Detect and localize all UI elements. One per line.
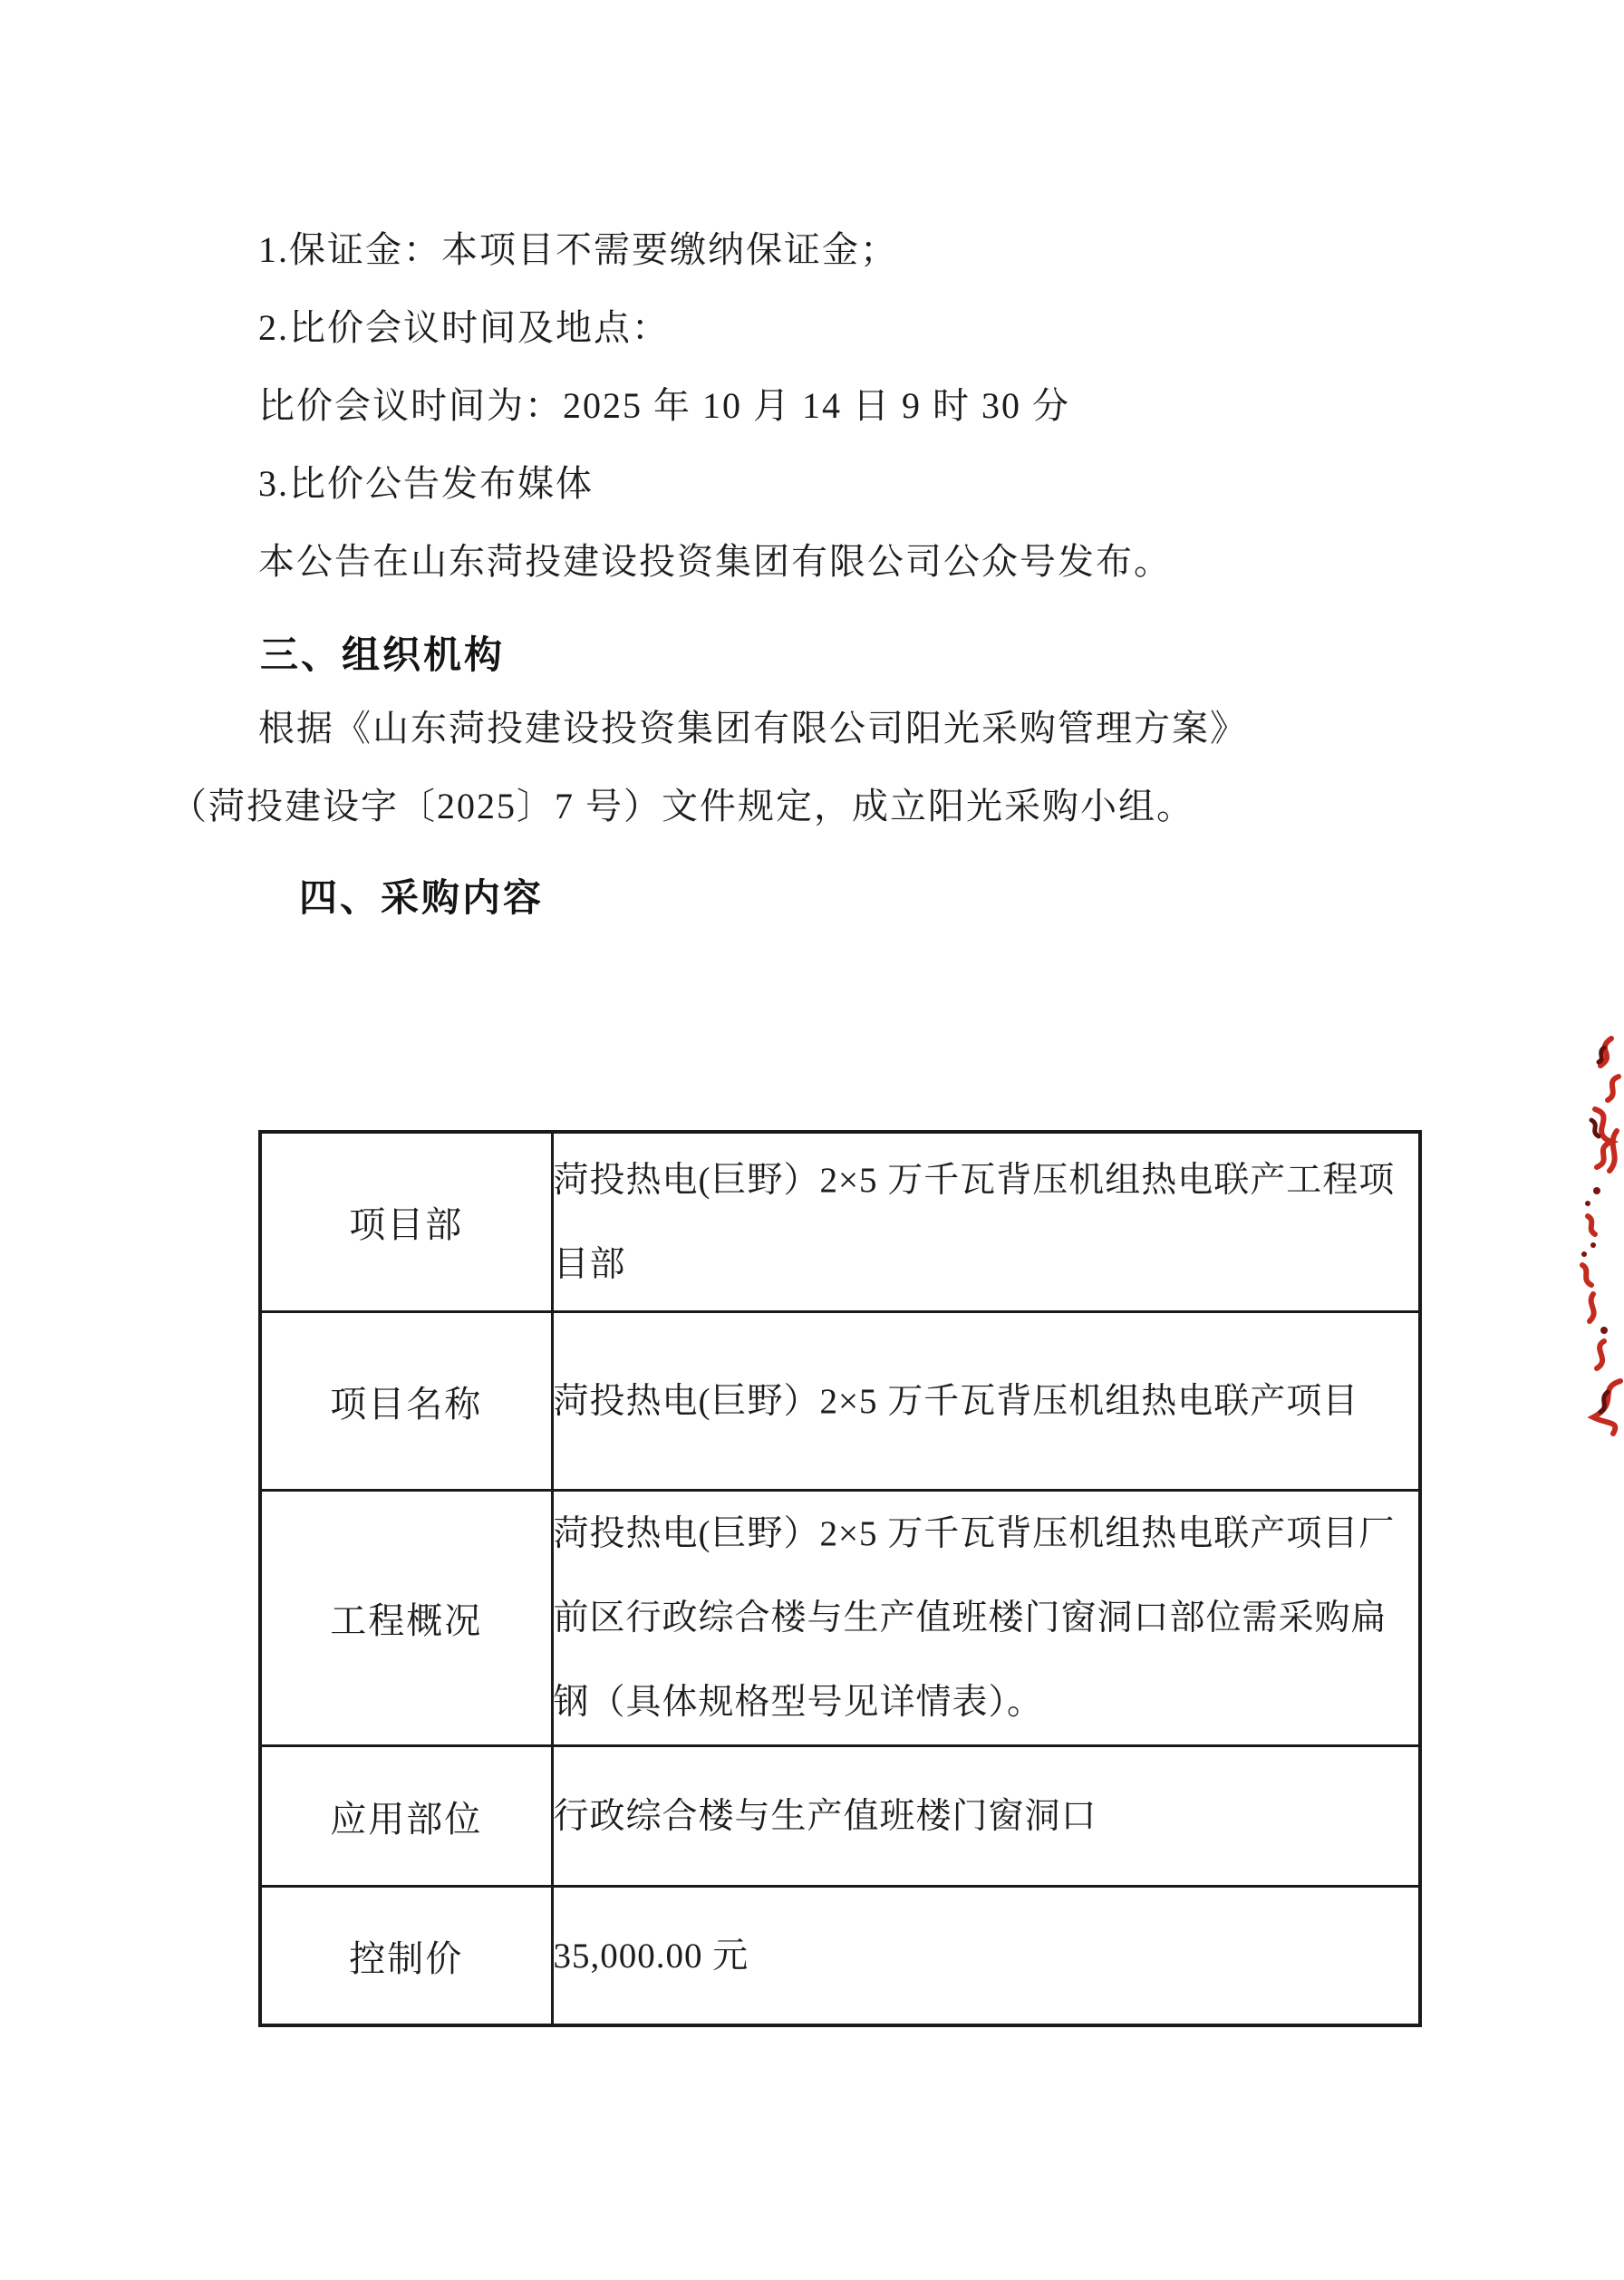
procurement-content-table bbox=[258, 1130, 1422, 2027]
table-row bbox=[260, 1132, 1420, 1312]
red-seal-fragment-icon bbox=[1541, 1022, 1624, 1439]
row-label-project-name: 项目名称 bbox=[260, 1312, 552, 1491]
meeting-time-line: 比价会议时间为：2025 年 10 月 14 日 9 时 30 分 bbox=[258, 385, 1070, 426]
table-row bbox=[260, 1746, 1420, 1887]
row-value-project-department: 菏投热电(巨野）2×5 万千瓦背压机组热电联产工程项目部 bbox=[552, 1132, 1420, 1312]
organization-paragraph-line2: （菏投建设字〔2025〕7 号）文件规定，成立阳光采购小组。 bbox=[170, 786, 1194, 826]
row-value-control-price: 35,000.00 元 bbox=[552, 1887, 1420, 2026]
list-item-meeting: 2.比价会议时间及地点： bbox=[258, 307, 670, 348]
row-value-project-name: 菏投热电(巨野）2×5 万千瓦背压机组热电联产项目 bbox=[552, 1312, 1420, 1491]
row-value-application-location: 行政综合楼与生产值班楼门窗洞口 bbox=[552, 1746, 1420, 1887]
section-heading-organization: 三、组织机构 bbox=[260, 633, 506, 676]
list-item-media: 3.比价公告发布媒体 bbox=[258, 463, 594, 504]
table-row bbox=[260, 1312, 1420, 1491]
section-heading-procurement-content: 四、采购内容 bbox=[299, 876, 545, 919]
row-label-project-department: 项目部 bbox=[260, 1132, 552, 1312]
row-label-application-location: 应用部位 bbox=[260, 1746, 552, 1887]
organization-paragraph-line1: 根据《山东菏投建设投资集团有限公司阳光采购管理方案》 bbox=[258, 708, 1248, 749]
media-statement-line: 本公告在山东菏投建设投资集团有限公司公众号发布。 bbox=[258, 541, 1172, 582]
row-label-project-overview: 工程概况 bbox=[260, 1491, 552, 1746]
list-item-deposit: 1.保证金：本项目不需要缴纳保证金； bbox=[258, 229, 898, 270]
table-row bbox=[260, 1491, 1420, 1746]
row-value-project-overview: 菏投热电(巨野）2×5 万千瓦背压机组热电联产项目厂前区行政综合楼与生产值班楼门窗洞口部位需采购扁钢（具体规格型号见详情表）。 bbox=[552, 1491, 1420, 1746]
table-row bbox=[260, 1887, 1420, 2026]
row-label-control-price: 控制价 bbox=[260, 1887, 552, 2026]
